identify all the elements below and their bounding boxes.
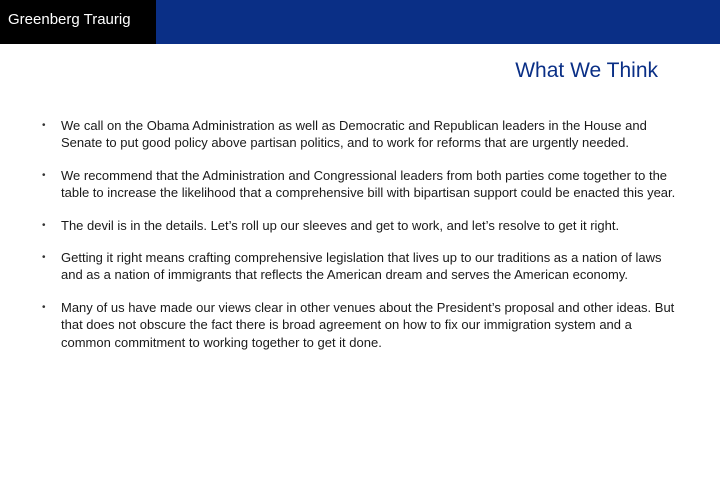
bullet-marker: • (42, 120, 46, 131)
bullet-text: The devil is in the details. Let’s roll up our sleeves and get to work, and let’s resolve to get it right. (61, 217, 620, 233)
bullet-item (40, 299, 680, 351)
bullet-marker: • (42, 219, 46, 231)
bullet-text: Many of us have made our views clear in other venues about the President’s proposal and other ideas. But that does not obscure the fact there is broad agreement on how to fix our immigration system and a common commitment to working together to get it done. (61, 299, 675, 350)
bullet-marker: • (42, 252, 46, 264)
slide-title: What We Think (515, 59, 658, 82)
bullet-text: We recommend that the Administration and Congressional leaders from both parties come together to the table to increase the likelihood that a comprehensive bill with bipartisan support could be enacted this year. (61, 167, 676, 201)
bullet-item (40, 167, 680, 202)
bullet-marker: • (42, 169, 46, 181)
bullet-item (40, 217, 680, 234)
bullet-list (40, 117, 680, 366)
bullet-text: We call on the Obama Administration as well as Democratic and Republican leaders in the House and Senate to put good policy above partisan politics, and to work for reforms that are urgently needed. (61, 118, 647, 151)
bullet-item (40, 117, 680, 152)
logo-text: Greenberg Traurig (8, 11, 131, 28)
bullet-marker: • (42, 301, 46, 313)
bullet-item (40, 249, 680, 284)
logo-box (0, 0, 156, 44)
bullet-text: Getting it right means crafting comprehensive legislation that lives up to our traditions as a nation of laws and as a nation of immigrants that reflects the American dream and serves the American economy. (61, 250, 662, 283)
